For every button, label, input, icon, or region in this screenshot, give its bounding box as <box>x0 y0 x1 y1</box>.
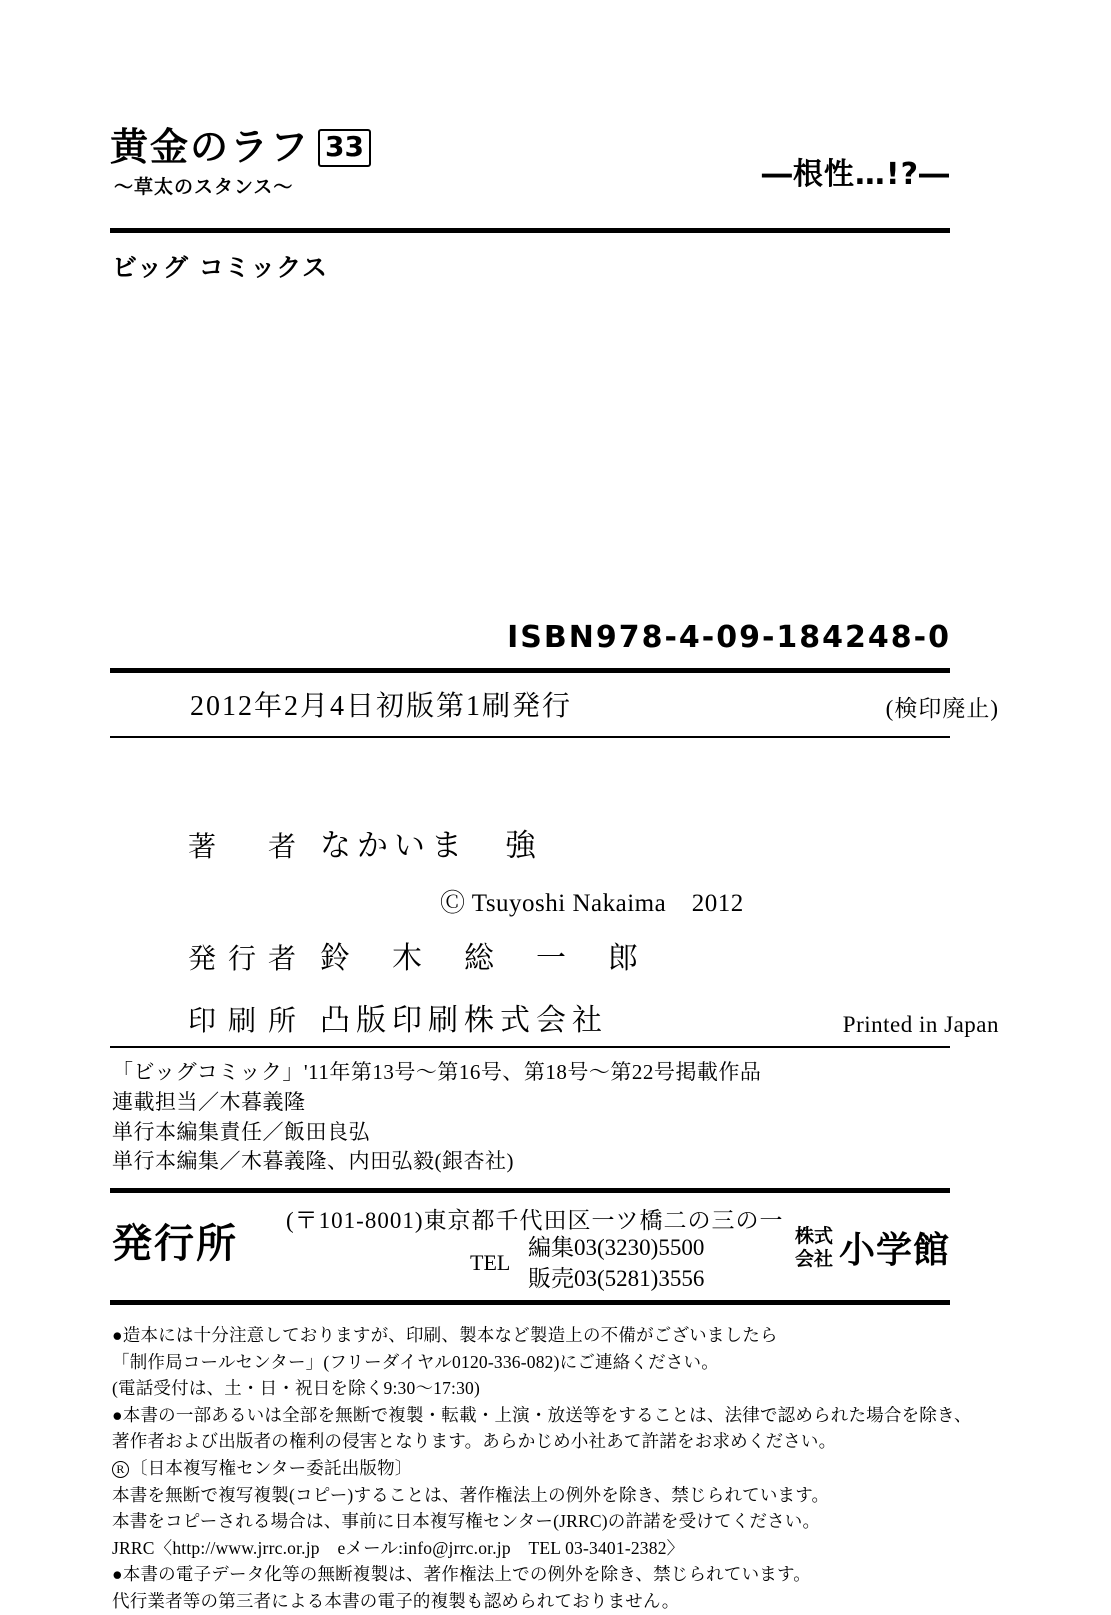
credit-label-author: 著 者 <box>188 832 309 863</box>
notice-line: ●本書の一部あるいは全部を無断で複製・転載・上演・放送等をすることは、法律で認められた場合を除き、 <box>112 1404 972 1425</box>
credit-value-author: なかいま 強 <box>320 828 542 863</box>
credit-row <box>110 933 950 977</box>
kenin-notice: (検印廃止) <box>885 696 999 721</box>
publisher-tel-numbers <box>528 1232 704 1294</box>
publisher-tel-editorial: 編集03(3230)5500 <box>528 1235 705 1260</box>
serial-line: 連載担当／木暮義隆 <box>112 1089 306 1114</box>
notice-line: JRRC〈http://www.jrrc.or.jp eメール:info@jrrc.or.jp TEL 03-3401-2382〉 <box>112 1537 685 1558</box>
volume-number: 33 <box>318 129 371 166</box>
pubdate-divider <box>110 736 950 738</box>
book-subtitle: 〜草太のスタンス〜 <box>114 175 294 198</box>
notice-line: 〔日本複写権センター委託出版物〕 <box>130 1457 413 1478</box>
publisher-tel-sales: 販売03(5281)3556 <box>528 1266 705 1292</box>
serial-line: 「ビッグコミック」'11年第13号〜第16号、第18号〜第22号掲載作品 <box>112 1060 762 1084</box>
serial-info <box>112 1058 761 1177</box>
notice-line: 「制作局コールセンター」(フリーダイヤル0120-336-082)にご連絡ください。 <box>112 1351 719 1372</box>
credit-label-publisher-person: 発行者 <box>188 944 309 975</box>
serial-line: 単行本編集／木暮義隆、内田弘毅(銀杏社) <box>112 1149 514 1174</box>
registered-r-icon: R <box>112 1461 129 1478</box>
publisher-company-prefix-line2: 会社 <box>794 1247 833 1270</box>
imprint-label: ビッグ コミックス <box>112 253 328 282</box>
serial-line: 単行本編集責任／飯田良弘 <box>112 1119 370 1144</box>
header <box>110 125 950 199</box>
publisher-block <box>110 1198 950 1290</box>
publisher-tel-label: TEL <box>470 1250 511 1275</box>
notice-line: (電話受付は、土・日・祝日を除く9:30〜17:30) <box>112 1378 481 1399</box>
notices-block <box>112 1322 972 1615</box>
book-title: 黄金のラフ <box>110 125 311 169</box>
publisher-company-prefix-line1: 株式 <box>794 1225 833 1248</box>
credit-row <box>110 820 950 865</box>
serial-divider <box>110 1188 950 1193</box>
notice-line: 本書を無断で複写複製(コピー)することは、著作権法上の例外を除き、禁じられています。 <box>112 1484 830 1505</box>
notice-line: ●造本には十分注意しておりますが、印刷、製本など製造上の不備がございましたら <box>112 1325 778 1345</box>
header-divider <box>110 228 950 233</box>
isbn: ISBN978-4-09-184248-0 <box>507 620 951 655</box>
episode-subtitle: ―根性…!?― <box>761 156 950 192</box>
credit-value-printer: 凸版印刷株式会社 <box>320 1004 608 1037</box>
isbn-divider <box>110 668 950 673</box>
notice-line-jrrc-mark <box>112 1455 952 1482</box>
publisher-name <box>795 1222 950 1273</box>
notice-line: ●本書の電子データ化等の無断複製は、著作権法上での例外を除き、禁じられています。 <box>112 1564 811 1585</box>
publisher-company-name: 小学館 <box>838 1230 950 1271</box>
copyright-line: Ⓒ Tsuyoshi Nakaima 2012 <box>440 890 744 917</box>
publisher-label: 発行所 <box>112 1221 238 1267</box>
notice-line: 本書をコピーされる場合は、事前に日本複写権センター(JRRC)の許諾を受けてください。 <box>112 1511 821 1532</box>
title-block <box>110 125 371 199</box>
publisher-address: (〒101-8001)東京都千代田区一ツ橋二の三の一 <box>286 1208 784 1233</box>
publication-date: 2012年2月4日初版第1刷発行 <box>190 691 573 722</box>
credit-row <box>110 995 950 1039</box>
credit-value-publisher-person: 鈴 木 総 一 郎 <box>320 942 644 975</box>
publisher-divider <box>110 1300 950 1305</box>
credits-block <box>110 820 950 1057</box>
title-main-line <box>110 125 371 169</box>
notice-line: 著作者および出版者の権利の侵害となります。あらかじめ小社あて許諾をお求めください。 <box>112 1431 837 1452</box>
credit-label-printer: 印刷所 <box>188 1006 309 1037</box>
printed-in-japan: Printed in Japan <box>842 1012 999 1037</box>
publisher-company-prefix <box>795 1225 833 1270</box>
notice-line: 代行業者等の第三者による本書の電子的複製も認められておりません。 <box>112 1590 680 1611</box>
credits-divider <box>110 1046 950 1048</box>
